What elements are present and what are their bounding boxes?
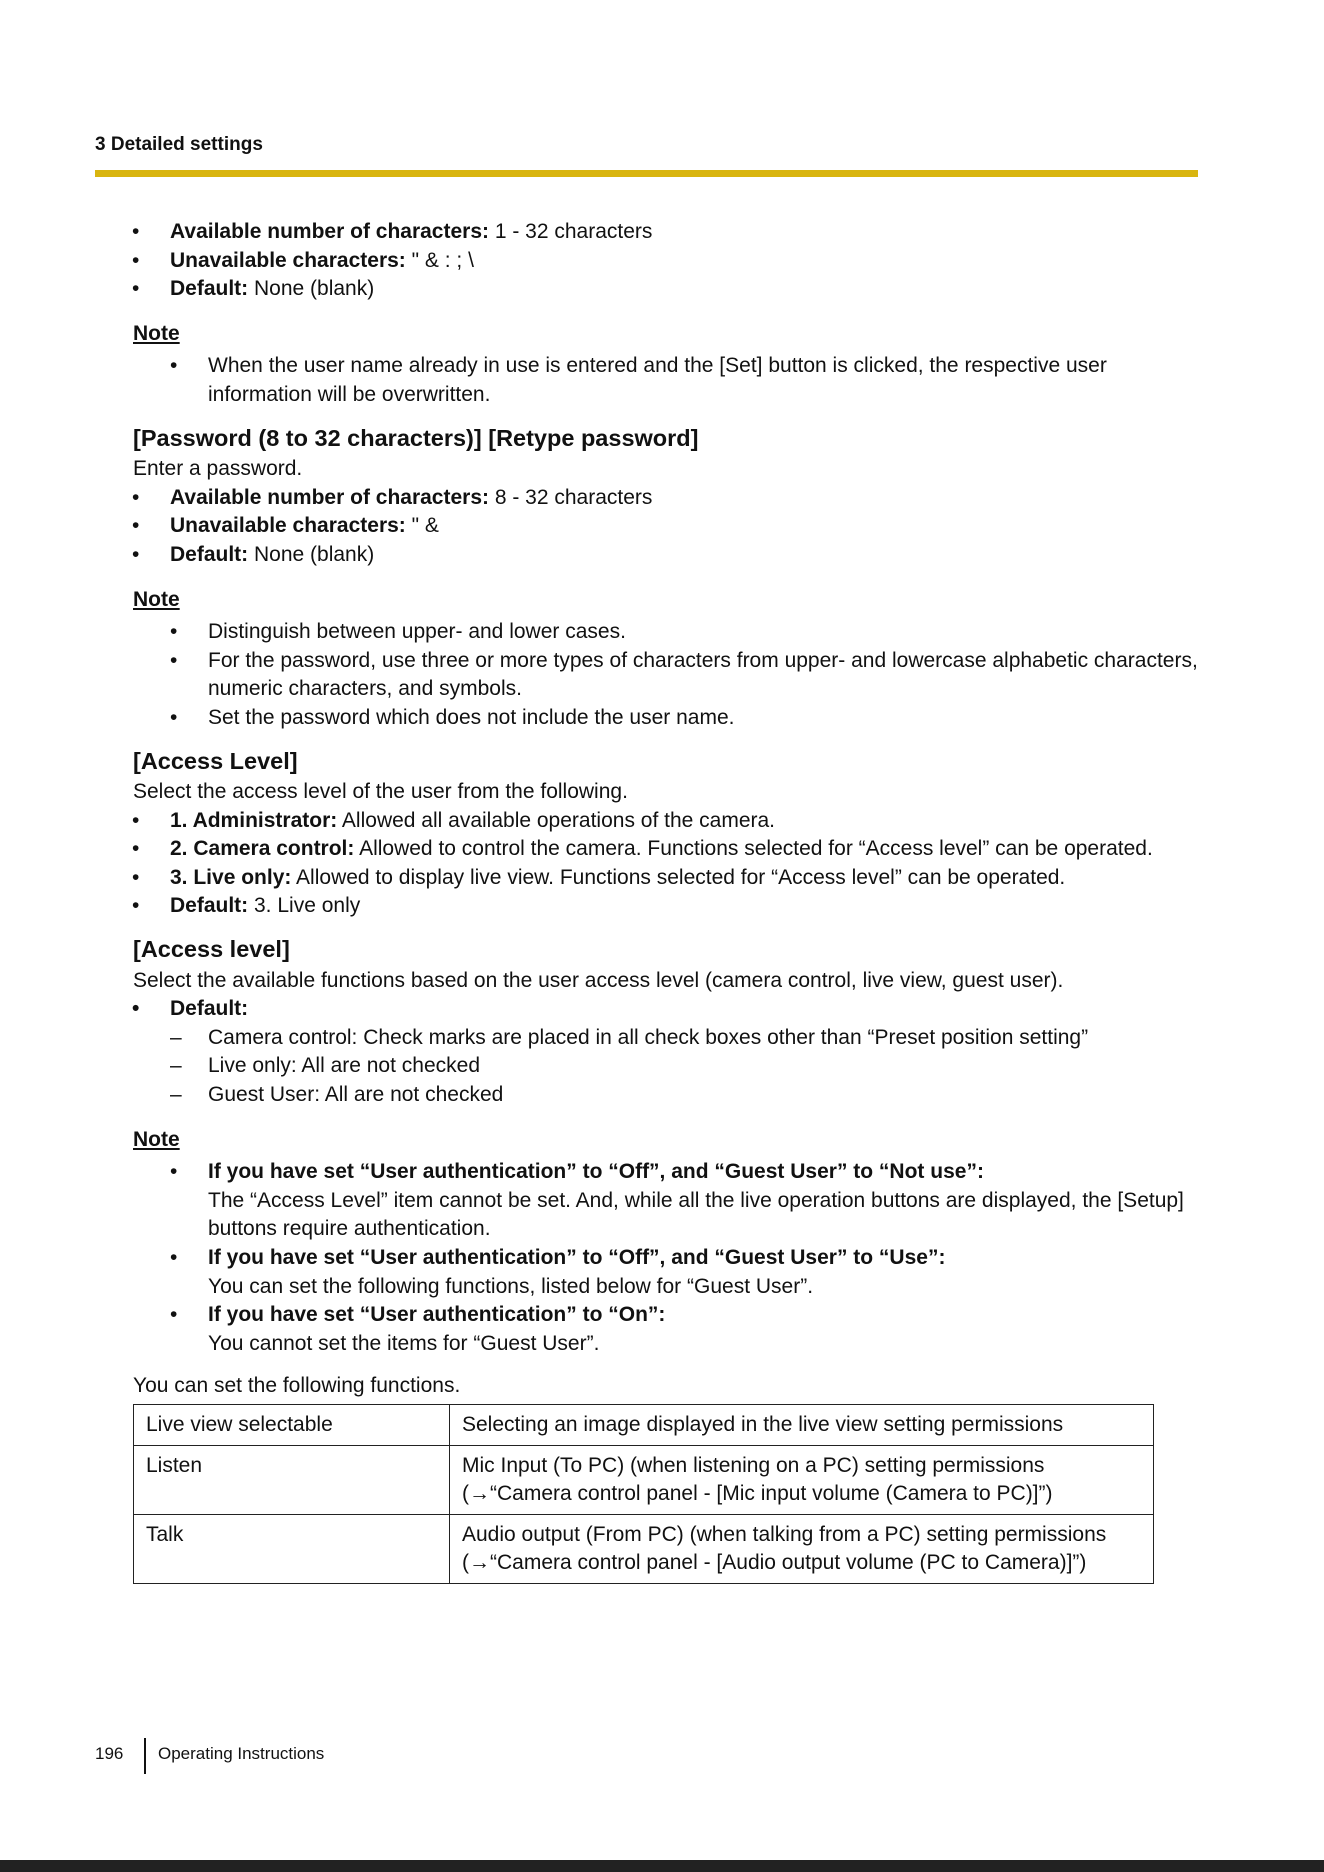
list-item: • Unavailable characters: " & — [95, 512, 1205, 541]
sub-list-item: – Live only: All are not checked — [95, 1052, 1205, 1081]
note-item: • If you have set “User authentication” to “Off”, and “Guest User” to “Use”: You can set the following functions, listed below for “Guest User”. — [95, 1244, 1205, 1301]
list-item: • Default: — [95, 995, 1205, 1024]
page-bottom-edge — [0, 1860, 1324, 1872]
list-item: • 2. Camera control: Allowed to control the camera. Functions selected for “Access level” can be operated. — [95, 835, 1205, 864]
note-item: • If you have set “User authentication” to “On”: You cannot set the items for “Guest User”. — [95, 1301, 1205, 1358]
chapter-title: 3 Detailed settings — [95, 134, 263, 155]
footer-divider — [144, 1738, 146, 1774]
page-number: 196 — [95, 1744, 124, 1763]
table-cell: Mic Input (To PC) (when listening on a PC) setting permissions (→“Camera control panel - [Mic input volume (Camera to PC)]”) — [450, 1446, 1154, 1515]
list-item: • Available number of characters: 1 - 32 characters — [95, 218, 1205, 247]
functions-table — [133, 1404, 1154, 1585]
table-cell: Audio output (From PC) (when talking from a PC) setting permissions (→“Camera control panel - [Audio output volume (PC to Camera)]”) — [450, 1515, 1154, 1584]
table-row — [134, 1515, 1154, 1584]
page-content — [95, 218, 1205, 1584]
table-row — [134, 1446, 1154, 1515]
note-item: • Distinguish between upper- and lower cases. — [95, 618, 1205, 647]
sub-list-item: – Guest User: All are not checked — [95, 1081, 1205, 1110]
section-intro: Select the access level of the user from the following. — [133, 780, 628, 804]
functions-intro: You can set the following functions. — [133, 1374, 461, 1398]
section-intro: Enter a password. — [133, 457, 303, 481]
note-title: Note — [133, 321, 180, 345]
note-title: Note — [133, 587, 180, 611]
note-item: • Set the password which does not include the user name. — [95, 704, 1205, 733]
username-bullets — [95, 218, 1205, 304]
table-cell: Live view selectable — [134, 1404, 450, 1446]
list-item: • Available number of characters: 8 - 32 characters — [95, 484, 1205, 513]
table-cell: Talk — [134, 1515, 450, 1584]
footer-doc-title: Operating Instructions — [158, 1744, 325, 1763]
note-item: • For the password, use three or more types of characters from upper- and lowercase alphabetic characters, numeric characters, and symbols. — [95, 647, 1205, 704]
section-heading-password: [Password (8 to 32 characters)] [Retype password] — [133, 424, 699, 451]
list-item: • Default: 3. Live only — [95, 892, 1205, 921]
list-item: • Default: None (blank) — [95, 541, 1205, 570]
table-cell: Listen — [134, 1446, 450, 1515]
section-heading-access-functions: [Access level] — [133, 936, 290, 963]
section-heading-access-level: [Access Level] — [133, 747, 298, 774]
list-item: • Unavailable characters: " & : ; \ — [95, 247, 1205, 276]
section-intro: Select the available functions based on the user access level (camera control, live view, guest user). — [133, 968, 1064, 992]
note-item: • If you have set “User authentication” to “Off”, and “Guest User” to “Not use”: The “Access Level” item cannot be set. And, while all the live operation buttons are displayed, the [Setup] buttons require authentication. — [95, 1158, 1205, 1244]
list-item: • 3. Live only: Allowed to display live view. Functions selected for “Access level” can be operated. — [95, 864, 1205, 893]
list-item: • Default: None (blank) — [95, 275, 1205, 304]
sub-list-item: – Camera control: Check marks are placed in all check boxes other than “Preset position setting” — [95, 1024, 1205, 1053]
note-title: Note — [133, 1127, 180, 1151]
note-item: • When the user name already in use is entered and the [Set] button is clicked, the respective user information will be overwritten. — [95, 352, 1205, 409]
table-cell: Selecting an image displayed in the live view setting permissions — [450, 1404, 1154, 1446]
list-item: • 1. Administrator: Allowed all available operations of the camera. — [95, 807, 1205, 836]
table-row — [134, 1404, 1154, 1446]
header-rule — [95, 170, 1198, 177]
